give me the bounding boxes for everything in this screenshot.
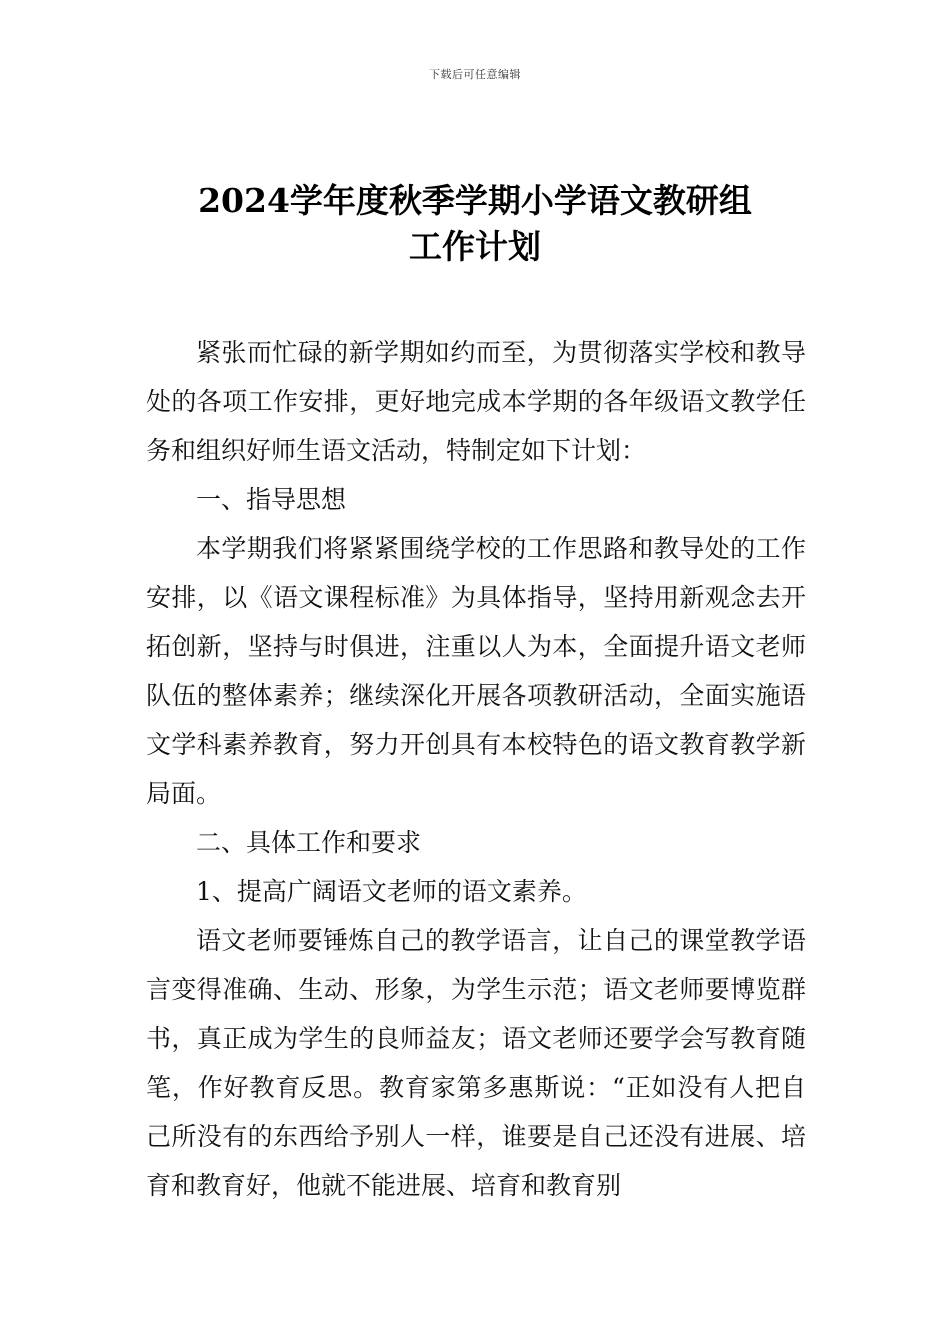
document-body bbox=[146, 328, 806, 1210]
document-title bbox=[0, 178, 950, 270]
guiding-thought-paragraph: 本学期我们将紧紧围绕学校的工作思路和教导处的工作安排，以《语文课程标准》为具体指导，坚持用新观念去开拓创新，坚持与时俱进，注重以人为本，全面提升语文老师队伍的整体素养；继续深化开展各项教研活动，全面实施语文学科素养教育，努力开创具有本校特色的语文教育教学新局面。 bbox=[146, 534, 806, 808]
section-heading-work-requirements: 二、具体工作和要求 bbox=[196, 828, 422, 857]
title-line-2: 工作计划 bbox=[409, 227, 541, 266]
teacher-literacy-paragraph: 语文老师要锤炼自己的教学语言，让自己的课堂教学语言变得准确、生动、形象，为学生示范；语文老师要博览群书，真正成为学生的良师益友；语文老师还要学会写教育随笔，作好教育反思。教育家第多惠斯说：“正如没有人把自己所没有的东西给予别人一样，谁要是自己还没有进展、培育和教育好，他就不能进展、培育和教育别 bbox=[146, 926, 806, 1200]
section-heading-guiding-thought: 一、指导思想 bbox=[196, 485, 347, 514]
intro-paragraph: 紧张而忙碌的新学期如约而至，为贯彻落实学校和教导处的各项工作安排，更好地完成本学期的各年级语文教学任务和组织好师生语文活动，特制定如下计划： bbox=[146, 338, 806, 465]
title-line-1: 2024学年度秋季学期小学语文教研组 bbox=[198, 181, 752, 220]
header-note: 下载后可任意编辑 bbox=[429, 68, 521, 81]
subheading-teacher-literacy: 1、提高广阔语文老师的语文素养。 bbox=[196, 877, 587, 906]
